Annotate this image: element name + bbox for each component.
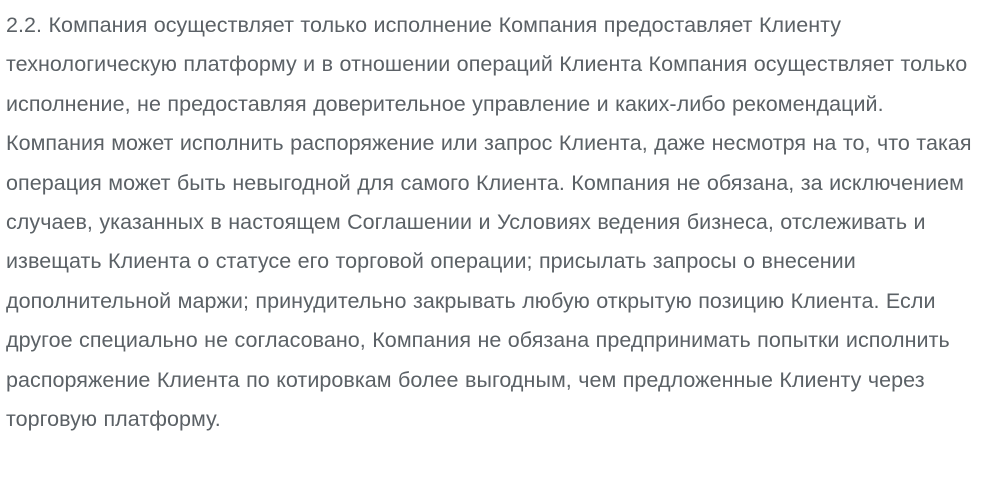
clause-2-2-paragraph: 2.2. Компания осуществляет только исполнение Компания предоставляет Клиенту технологическую платформу и в отношении операций Клиента Компания осуществляет только исполнение, не предоставляя доверительное управление и каких-либо рекомендаций. Компания может исполнить распоряжение или запрос Клиента, даже несмотря на то, что такая операция может быть невыгодной для самого Клиента. Компания не обязана, за исключением случаев, указанных в настоящем Соглашении и Условиях ведения бизнеса, отслеживать и извещать Клиента о статусе его торговой операции; присылать запросы о внесении дополнительной маржи; принудительно закрывать любую открытую позицию Клиента. Если другое специально не согласовано, Компания не обязана предпринимать попытки исполнить распоряжение Клиента по котировкам более выгодным, чем предложенные Клиенту через торговую платформу. (6, 13, 972, 432)
